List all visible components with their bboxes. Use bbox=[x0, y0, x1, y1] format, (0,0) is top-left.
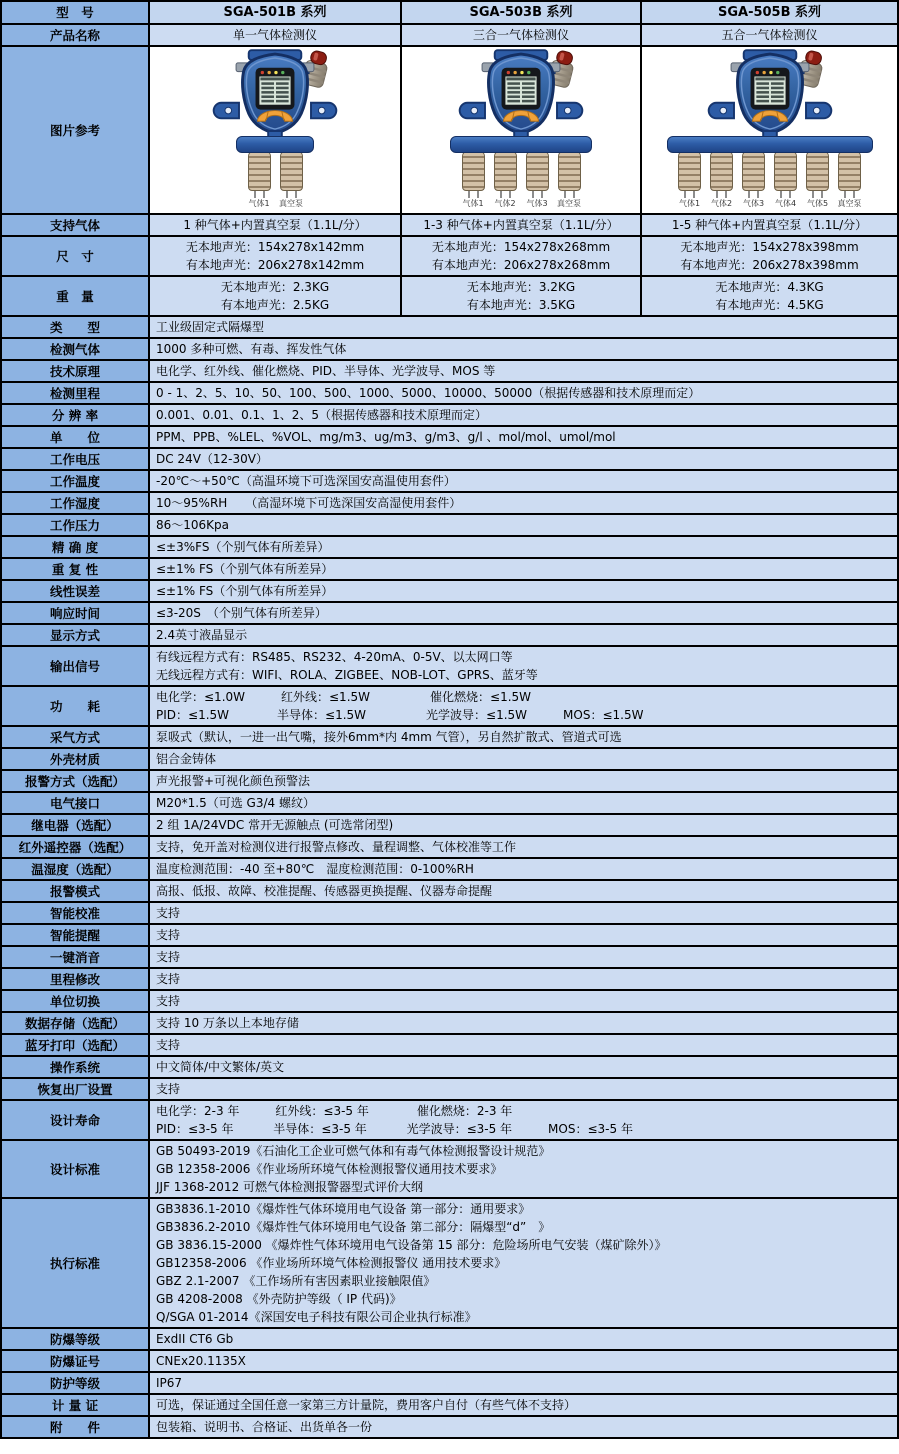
spec-label-cell: 防护等级 bbox=[2, 1373, 150, 1393]
spec-row bbox=[2, 1395, 897, 1417]
spec-value-cell bbox=[150, 969, 897, 989]
product-photo bbox=[667, 49, 873, 208]
spec-row bbox=[2, 537, 897, 559]
spec-row bbox=[2, 969, 897, 991]
model-header-cell: SGA-501B 系列 bbox=[150, 2, 402, 23]
spec-line: 电化学、红外线、催化燃烧、PID、半导体、光学波导、MOS 等 bbox=[156, 364, 496, 378]
spec-label-cell: 技术原理 bbox=[2, 361, 150, 381]
spec-row bbox=[2, 771, 897, 793]
sensor-prongs-icon bbox=[780, 191, 791, 198]
product-image-cell bbox=[150, 47, 402, 213]
spec-value-cell bbox=[150, 881, 897, 901]
spec-value-cell bbox=[150, 1351, 897, 1371]
spec-line: GBZ 2.1-2007 《工作场所有害因素职业接触限值》 bbox=[156, 1274, 436, 1288]
spec-line: GB 50493-2019《石油化工企业可燃气体和有毒气体检测报警设计规范》 bbox=[156, 1144, 551, 1158]
spec-label-cell: 智能校准 bbox=[2, 903, 150, 923]
sensor-label: 真空泵 bbox=[837, 199, 862, 208]
spec-value-cell bbox=[150, 603, 897, 623]
sensor-label: 气体2 bbox=[710, 199, 733, 208]
spec-value-cell bbox=[150, 515, 897, 535]
spec-line: 支持 bbox=[156, 1038, 181, 1052]
spec-row bbox=[2, 449, 897, 471]
spec-line: 无线远程方式有：WIFI、ROLA、ZIGBEE、NOB-LOT、GPRS、蓝牙等 bbox=[156, 668, 538, 682]
spec-value-cell bbox=[150, 1101, 897, 1139]
spec-line: GB12358-2006 《作业场所环境气体检测报警仪 通用技术要求》 bbox=[156, 1256, 507, 1270]
sensor-body-icon bbox=[774, 151, 797, 191]
sensor-prongs-icon bbox=[286, 191, 297, 198]
weight-cell: 无本地声光：3.2KG 有本地声光：3.5KG bbox=[402, 277, 642, 315]
spec-row bbox=[2, 339, 897, 361]
spec-label-cell: 蓝牙打印（选配） bbox=[2, 1035, 150, 1055]
spec-label-cell: 工作电压 bbox=[2, 449, 150, 469]
spec-row bbox=[2, 837, 897, 859]
sensor-body-icon bbox=[838, 151, 861, 191]
spec-line: 支持 10 万条以上本地存储 bbox=[156, 1016, 299, 1030]
spec-value-cell bbox=[150, 1079, 897, 1099]
spec-row bbox=[2, 361, 897, 383]
spec-value-cell bbox=[150, 991, 897, 1011]
spec-value-cell bbox=[150, 925, 897, 945]
spec-value-cell bbox=[150, 903, 897, 923]
spec-label-cell: 显示方式 bbox=[2, 625, 150, 645]
spec-line: ≤±1% FS（个别气体有所差异） bbox=[156, 584, 334, 598]
sensor-label: 气体4 bbox=[774, 199, 797, 208]
sensor-cylinder bbox=[773, 151, 799, 208]
sensor-body-icon bbox=[742, 151, 765, 191]
sensor-label: 真空泵 bbox=[557, 199, 581, 208]
spec-line: DC 24V（12-30V） bbox=[156, 452, 268, 466]
spec-line: 泵吸式（默认，一进一出气嘴，接外6mm*内 4mm 气管），另自然扩散式、管道式可选 bbox=[156, 730, 622, 744]
sensor-label: 真空泵 bbox=[279, 199, 303, 208]
size-cell: 无本地声光：154x278x268mm 有本地声光：206x278x268mm bbox=[402, 237, 642, 275]
spec-line: 10～95%RH （高湿环境下可选深国安高湿使用套件） bbox=[156, 496, 462, 510]
spec-row bbox=[2, 1351, 897, 1373]
spec-line: 支持，免开盖对检测仪进行报警点修改、量程调整、气体校准等工作 bbox=[156, 840, 517, 854]
sensor-body-icon bbox=[710, 151, 733, 191]
spec-row bbox=[2, 859, 897, 881]
spec-line: 电化学：≤1.0W 红外线：≤1.5W 催化燃烧：≤1.5W bbox=[156, 690, 532, 704]
spec-line: 工业级固定式隔爆型 bbox=[156, 320, 265, 334]
sensor-body-icon bbox=[248, 151, 271, 191]
spec-line: PID：≤3-5 年 半导体：≤3-5 年 光学波导：≤3-5 年 MOS：≤3-5 年 bbox=[156, 1122, 633, 1136]
spec-row bbox=[2, 603, 897, 625]
spec-line: GB3836.1-2010《爆炸性气体环境用电气设备 第一部分：通用要求》 bbox=[156, 1202, 531, 1216]
gas-detector-illustration bbox=[202, 49, 348, 139]
spec-line: 支持 bbox=[156, 928, 181, 942]
row-product-name bbox=[2, 25, 897, 47]
sensor-cylinder bbox=[460, 151, 486, 208]
manifold-bar bbox=[450, 136, 592, 153]
sensor-body-icon bbox=[678, 151, 701, 191]
sensor-body-icon bbox=[280, 151, 303, 191]
spec-line: PPM、PPB、%LEL、%VOL、mg/m3、ug/m3、g/m3、g/l 、mol/mol、umol/mol bbox=[156, 430, 616, 444]
spec-row bbox=[2, 687, 897, 727]
size-cell: 无本地声光：154x278x398mm 有本地声光：206x278x398mm bbox=[642, 237, 897, 275]
spec-value-cell bbox=[150, 449, 897, 469]
spec-label-cell: 输出信号 bbox=[2, 647, 150, 685]
spec-label-cell: 功 耗 bbox=[2, 687, 150, 725]
spec-line: GB 3836.15-2000 《爆炸性气体环境用电气设备第 15 部分：危险场所电气安装（煤矿除外）》 bbox=[156, 1238, 667, 1252]
spec-value-cell bbox=[150, 859, 897, 879]
gas-cell: 1 种气体+内置真空泵（1.1L/分） bbox=[150, 215, 402, 235]
spec-line: 电化学：2-3 年 红外线：≤3-5 年 催化燃烧：2-3 年 bbox=[156, 1104, 513, 1118]
spec-value-cell bbox=[150, 1199, 897, 1327]
spec-value-cell bbox=[150, 427, 897, 447]
spec-label-cell: 计 量 证 bbox=[2, 1395, 150, 1415]
sensor-cylinder bbox=[677, 151, 703, 208]
spec-line: PID：≤1.5W 半导体：≤1.5W 光学波导：≤1.5W MOS：≤1.5W bbox=[156, 708, 644, 722]
spec-label-cell: 智能提醒 bbox=[2, 925, 150, 945]
spec-row bbox=[2, 515, 897, 537]
spec-label-cell: 防爆等级 bbox=[2, 1329, 150, 1349]
size-cell: 无本地声光：154x278x142mm 有本地声光：206x278x142mm bbox=[150, 237, 402, 275]
sensor-label: 气体3 bbox=[526, 199, 548, 208]
row-product-image bbox=[2, 47, 897, 215]
sensor-prongs-icon bbox=[532, 191, 543, 198]
spec-line: Q/SGA 01-2014《深国安电子科技有限公司企业执行标准》 bbox=[156, 1310, 477, 1324]
spec-value-cell bbox=[150, 947, 897, 967]
spec-label-cell: 响应时间 bbox=[2, 603, 150, 623]
spec-label-cell: 单 位 bbox=[2, 427, 150, 447]
spec-value-cell bbox=[150, 815, 897, 835]
spec-value-cell bbox=[150, 405, 897, 425]
spec-line: M20*1.5（可选 G3/4 螺纹） bbox=[156, 796, 315, 810]
spec-row bbox=[2, 815, 897, 837]
product-row-label: 产品名称 bbox=[2, 25, 150, 45]
spec-label-cell: 单位切换 bbox=[2, 991, 150, 1011]
sensor-prongs-icon bbox=[844, 191, 855, 198]
spec-row bbox=[2, 727, 897, 749]
spec-label-cell: 报警方式（选配） bbox=[2, 771, 150, 791]
spec-value-cell bbox=[150, 793, 897, 813]
spec-row bbox=[2, 881, 897, 903]
manifold-bar bbox=[667, 136, 873, 153]
spec-line: 中文简体/中文繁体/英文 bbox=[156, 1060, 285, 1074]
sensor-label: 气体1 bbox=[248, 199, 270, 208]
spec-value-cell bbox=[150, 1013, 897, 1033]
spec-row bbox=[2, 947, 897, 969]
spec-value-cell bbox=[150, 625, 897, 645]
spec-value-cell bbox=[150, 493, 897, 513]
spec-row bbox=[2, 1199, 897, 1329]
spec-label-cell: 类 型 bbox=[2, 317, 150, 337]
spec-line: 可选，保证通过全国任意一家第三方计量院，费用客户自付（有些气体不支持） bbox=[156, 1398, 577, 1412]
row-weight bbox=[2, 277, 897, 317]
spec-value-cell bbox=[150, 749, 897, 769]
spec-line: 有线远程方式有：RS485、RS232、4-20mA、0-5V、以太网口等 bbox=[156, 650, 513, 664]
spec-row bbox=[2, 647, 897, 687]
spec-value-cell bbox=[150, 1329, 897, 1349]
spec-label-cell: 里程修改 bbox=[2, 969, 150, 989]
spec-label-cell: 分 辨 率 bbox=[2, 405, 150, 425]
sensor-cylinder bbox=[524, 151, 550, 208]
row-model bbox=[2, 2, 897, 25]
weight-row-label: 重 量 bbox=[2, 277, 150, 315]
sensor-prongs-icon bbox=[254, 191, 265, 198]
sensor-cylinder bbox=[837, 151, 863, 208]
pump-assembly bbox=[236, 136, 314, 208]
spec-row bbox=[2, 1079, 897, 1101]
spec-label-cell: 采气方式 bbox=[2, 727, 150, 747]
gas-detector-illustration bbox=[448, 49, 594, 139]
spec-row bbox=[2, 991, 897, 1013]
sensor-label: 气体5 bbox=[806, 199, 829, 208]
spec-row bbox=[2, 493, 897, 515]
spec-row bbox=[2, 925, 897, 947]
gas-detector-illustration bbox=[697, 49, 843, 139]
spec-value-cell bbox=[150, 727, 897, 747]
sensor-prongs-icon bbox=[500, 191, 511, 198]
spec-label-cell: 工作温度 bbox=[2, 471, 150, 491]
spec-row bbox=[2, 793, 897, 815]
spec-value-cell bbox=[150, 559, 897, 579]
spec-row bbox=[2, 383, 897, 405]
gas-cell: 1-3 种气体+内置真空泵（1.1L/分） bbox=[402, 215, 642, 235]
spec-line: 支持 bbox=[156, 994, 181, 1008]
spec-row bbox=[2, 581, 897, 603]
sensor-row bbox=[460, 151, 582, 208]
spec-label-cell: 恢复出厂设置 bbox=[2, 1079, 150, 1099]
spec-value-cell bbox=[150, 837, 897, 857]
spec-label-cell: 数据存储（选配） bbox=[2, 1013, 150, 1033]
spec-label-cell: 设计标准 bbox=[2, 1141, 150, 1197]
model-header-cell: SGA-503B 系列 bbox=[402, 2, 642, 23]
row-size bbox=[2, 237, 897, 277]
spec-label-cell: 精 确 度 bbox=[2, 537, 150, 557]
model-row-label: 型 号 bbox=[2, 2, 150, 23]
spec-label-cell: 检测气体 bbox=[2, 339, 150, 359]
spec-line: 包装箱、说明书、合格证、出货单各一份 bbox=[156, 1420, 373, 1434]
spec-label-cell: 工作湿度 bbox=[2, 493, 150, 513]
spec-row bbox=[2, 427, 897, 449]
spec-line: GB 4208-2008 《外壳防护等级（ IP 代码)》 bbox=[156, 1292, 402, 1306]
spec-value-cell bbox=[150, 361, 897, 381]
spec-rows bbox=[2, 317, 897, 1437]
weight-cell: 无本地声光：4.3KG 有本地声光：4.5KG bbox=[642, 277, 897, 315]
spec-row bbox=[2, 471, 897, 493]
model-header-cell: SGA-505B 系列 bbox=[642, 2, 897, 23]
sensor-prongs-icon bbox=[564, 191, 575, 198]
sensor-prongs-icon bbox=[812, 191, 823, 198]
product-name-cell: 单一气体检测仪 bbox=[150, 25, 402, 45]
product-photo bbox=[448, 49, 594, 208]
sensor-cylinder bbox=[556, 151, 582, 208]
spec-line: 2 组 1A/24VDC 常开无源触点 (可选常闭型) bbox=[156, 818, 394, 832]
spec-line: 支持 bbox=[156, 906, 181, 920]
sensor-cylinder bbox=[709, 151, 735, 208]
sensor-cylinder bbox=[246, 151, 272, 208]
spec-label-cell: 工作压力 bbox=[2, 515, 150, 535]
sensor-body-icon bbox=[558, 151, 581, 191]
sensor-label: 气体1 bbox=[462, 199, 484, 208]
spec-line: CNEx20.1135X bbox=[156, 1354, 246, 1368]
spec-label-cell: 设计寿命 bbox=[2, 1101, 150, 1139]
spec-value-cell bbox=[150, 647, 897, 685]
sensor-prongs-icon bbox=[468, 191, 479, 198]
product-name-cell: 三合一气体检测仪 bbox=[402, 25, 642, 45]
spec-label-cell: 执行标准 bbox=[2, 1199, 150, 1327]
pump-assembly bbox=[667, 136, 873, 208]
spec-line: 声光报警+可视化颜色预警法 bbox=[156, 774, 311, 788]
spec-label-cell: 操作系统 bbox=[2, 1057, 150, 1077]
sensor-body-icon bbox=[806, 151, 829, 191]
spec-line: 铝合金铸体 bbox=[156, 752, 217, 766]
spec-line: ≤3-20S （个别气体有所差异） bbox=[156, 606, 327, 620]
spec-label-cell: 附 件 bbox=[2, 1417, 150, 1437]
spec-row bbox=[2, 1417, 897, 1437]
spec-line: 支持 bbox=[156, 1082, 181, 1096]
spec-value-cell bbox=[150, 1057, 897, 1077]
spec-value-cell bbox=[150, 687, 897, 725]
spec-line: IP67 bbox=[156, 1376, 183, 1390]
sensor-row bbox=[246, 151, 304, 208]
spec-value-cell bbox=[150, 1373, 897, 1393]
sensor-prongs-icon bbox=[748, 191, 759, 198]
row-supported-gas bbox=[2, 215, 897, 237]
image-row-label: 图片参考 bbox=[2, 47, 150, 213]
product-photo bbox=[202, 49, 348, 208]
sensor-prongs-icon bbox=[716, 191, 727, 198]
spec-row bbox=[2, 1013, 897, 1035]
spec-label-cell: 一键消音 bbox=[2, 947, 150, 967]
spec-line: ≤±3%FS（个别气体有所差异） bbox=[156, 540, 330, 554]
spec-value-cell bbox=[150, 1141, 897, 1197]
spec-line: 0.001、0.01、0.1、1、2、5（根据传感器和技术原理而定） bbox=[156, 408, 488, 422]
sensor-cylinder bbox=[492, 151, 518, 208]
spec-label-cell: 报警模式 bbox=[2, 881, 150, 901]
sensor-prongs-icon bbox=[684, 191, 695, 198]
spec-row bbox=[2, 1057, 897, 1079]
spec-line: ExdII CT6 Gb bbox=[156, 1332, 234, 1346]
spec-line: 86～106Kpa bbox=[156, 518, 230, 532]
spec-value-cell bbox=[150, 471, 897, 491]
spec-value-cell bbox=[150, 537, 897, 557]
gas-row-label: 支持气体 bbox=[2, 215, 150, 235]
sensor-body-icon bbox=[462, 151, 485, 191]
spec-label-cell: 检测里程 bbox=[2, 383, 150, 403]
spec-row bbox=[2, 317, 897, 339]
spec-line: 高报、低报、故障、校准提醒、传感器更换提醒、仪器寿命提醒 bbox=[156, 884, 493, 898]
spec-row bbox=[2, 749, 897, 771]
size-row-label: 尺 寸 bbox=[2, 237, 150, 275]
spec-row bbox=[2, 903, 897, 925]
sensor-row bbox=[677, 151, 863, 208]
spec-value-cell bbox=[150, 771, 897, 791]
sensor-cylinder bbox=[741, 151, 767, 208]
sensor-label: 气体2 bbox=[494, 199, 516, 208]
spec-line: -20℃～+50℃（高温环境下可选深国安高温使用套件） bbox=[156, 474, 456, 488]
spec-value-cell bbox=[150, 317, 897, 337]
spec-line: 1000 多种可燃、有毒、挥发性气体 bbox=[156, 342, 347, 356]
spec-label-cell: 重 复 性 bbox=[2, 559, 150, 579]
spec-line: 支持 bbox=[156, 972, 181, 986]
spec-value-cell bbox=[150, 339, 897, 359]
manifold-bar bbox=[236, 136, 314, 153]
sensor-body-icon bbox=[526, 151, 549, 191]
spec-label-cell: 电气接口 bbox=[2, 793, 150, 813]
spec-line: 0 - 1、2、5、10、50、100、500、1000、5000、10000、50000（根据传感器和技术原理而定） bbox=[156, 386, 701, 400]
spec-value-cell bbox=[150, 383, 897, 403]
spec-row bbox=[2, 1035, 897, 1057]
product-name-cell: 五合一气体检测仪 bbox=[642, 25, 897, 45]
pump-assembly bbox=[450, 136, 592, 208]
spec-line: 2.4英寸液晶显示 bbox=[156, 628, 248, 642]
sensor-body-icon bbox=[494, 151, 517, 191]
sensor-cylinder bbox=[805, 151, 831, 208]
spec-row bbox=[2, 1141, 897, 1199]
spec-row bbox=[2, 1101, 897, 1141]
spec-line: GB3836.2-2010《爆炸性气体环境用电气设备 第二部分：隔爆型“d” 》 bbox=[156, 1220, 551, 1234]
product-image-cell bbox=[402, 47, 642, 213]
spec-row bbox=[2, 559, 897, 581]
sensor-label: 气体3 bbox=[742, 199, 765, 208]
spec-line: 支持 bbox=[156, 950, 181, 964]
spec-label-cell: 继电器（选配） bbox=[2, 815, 150, 835]
spec-label-cell: 线性误差 bbox=[2, 581, 150, 601]
sensor-label: 气体1 bbox=[678, 199, 701, 208]
spec-row bbox=[2, 405, 897, 427]
spec-value-cell bbox=[150, 1417, 897, 1437]
spec-value-cell bbox=[150, 1395, 897, 1415]
spec-row bbox=[2, 1329, 897, 1351]
spec-row bbox=[2, 1373, 897, 1395]
spec-line: 温度检测范围：-40 至+80℃ 湿度检测范围：0-100%RH bbox=[156, 862, 474, 876]
product-image-cell bbox=[642, 47, 897, 213]
gas-cell: 1-5 种气体+内置真空泵（1.1L/分） bbox=[642, 215, 897, 235]
spec-label-cell: 外壳材质 bbox=[2, 749, 150, 769]
spec-label-cell: 防爆证号 bbox=[2, 1351, 150, 1371]
spec-row bbox=[2, 625, 897, 647]
spec-value-cell bbox=[150, 581, 897, 601]
spec-line: JJF 1368-2012 可燃气体检测报警器型式评价大纲 bbox=[156, 1180, 424, 1194]
weight-cell: 无本地声光：2.3KG 有本地声光：2.5KG bbox=[150, 277, 402, 315]
spec-value-cell bbox=[150, 1035, 897, 1055]
spec-label-cell: 红外遥控器（选配） bbox=[2, 837, 150, 857]
sensor-cylinder bbox=[278, 151, 304, 208]
spec-line: ≤±1% FS（个别气体有所差异） bbox=[156, 562, 334, 576]
spec-label-cell: 温湿度（选配） bbox=[2, 859, 150, 879]
spec-line: GB 12358-2006《作业场所环境气体检测报警仪通用技术要求》 bbox=[156, 1162, 503, 1176]
